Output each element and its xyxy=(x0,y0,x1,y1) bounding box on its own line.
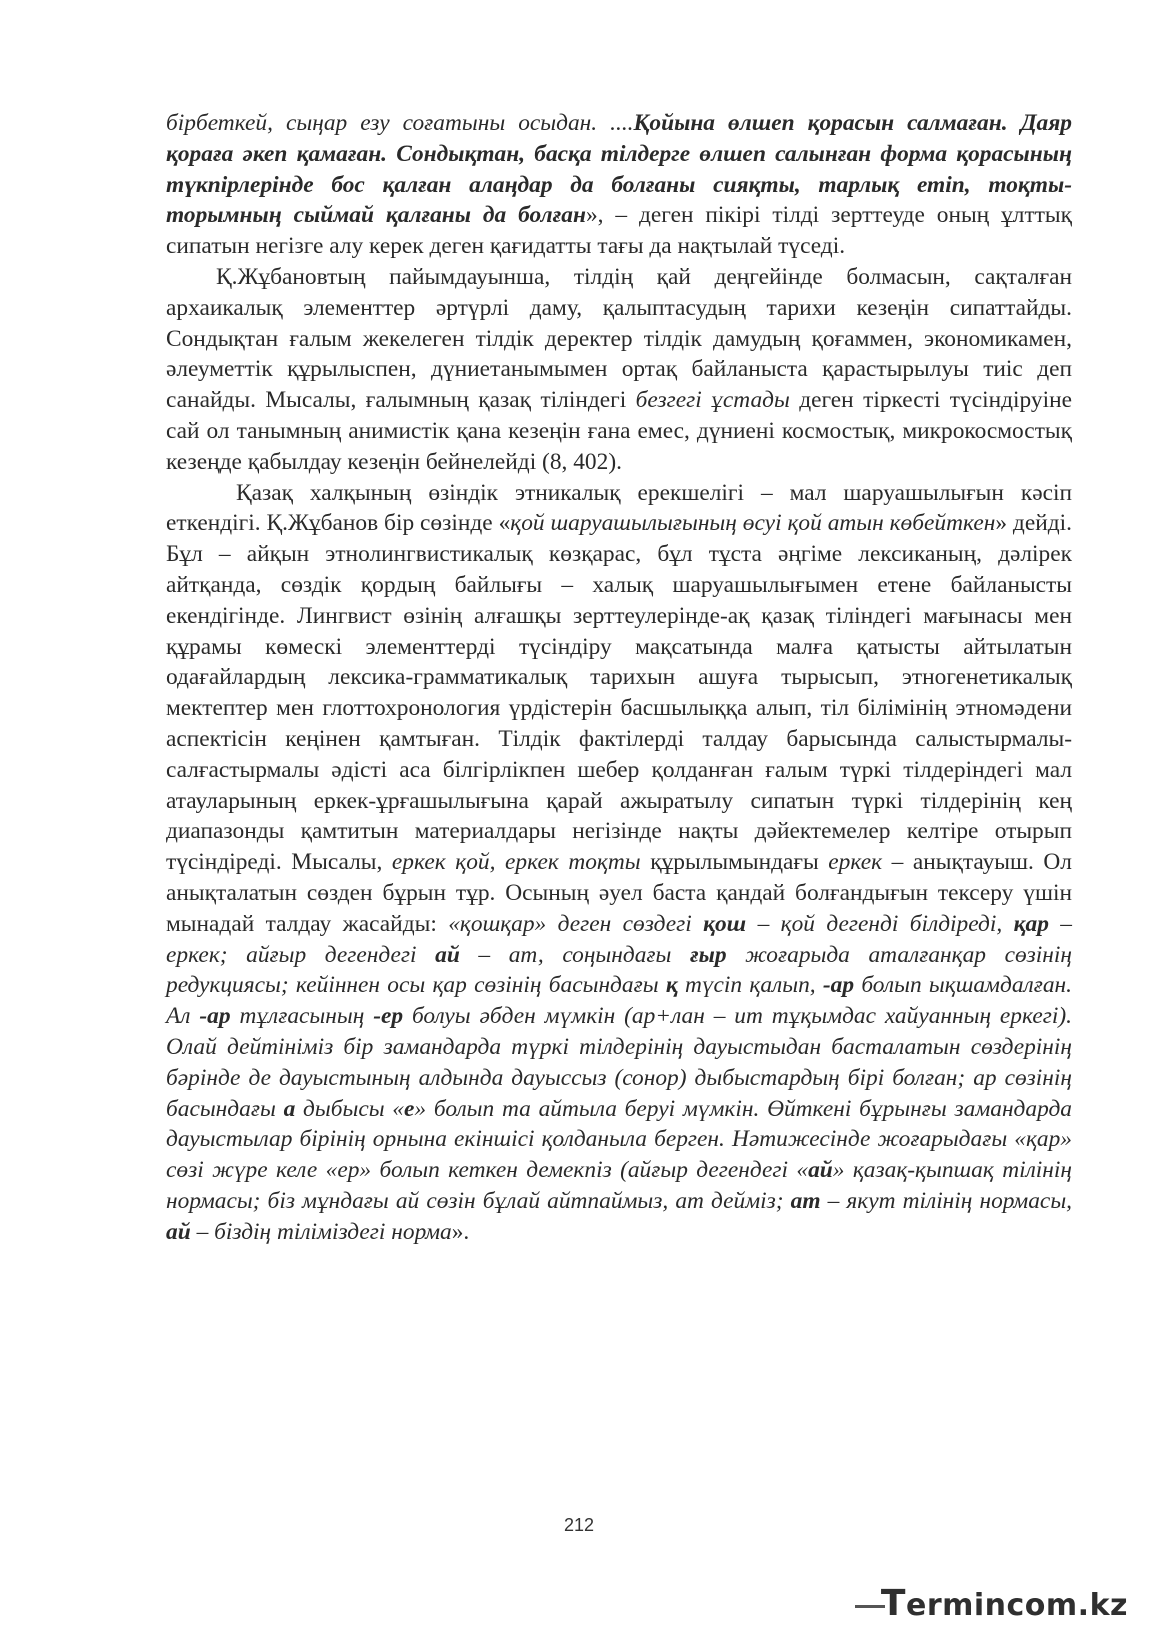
text-span: қ xyxy=(665,972,678,999)
text-span: » болып та айтыла беруі мүмкін. Өйткені бұрынғы замандарда дауыстылар бірінің орнына екіншісі қолданыла берген. Нәтижесінде жоғарыдағы «қар» сөзі жүре келе «ер» болып кеткен демекпіз (айғыр дегендегі « xyxy=(166,1095,1072,1184)
text-span: ай xyxy=(808,1157,833,1184)
text-span: -ар xyxy=(822,972,855,999)
paragraph-3 xyxy=(166,478,1072,1248)
text-span: » дейді. Бұл – айқын этнолингвистикалық көзқарас, бұл тұста әңгіме лексиканың, дәлірек айтқанда, сөздік қордың байлығы – халық шаруашылығымен етене байланысты екендігінде. Лингвист өзінің алғашқы зерттеулерінде-ақ қазақ тіліндегі мағынасы мен құрамы көмескі элементтерді түсіндіру мақсатында малға қатысты айтылатын одағайлардың лексика-грамматикалық тарихын ашуға тырысып, этногенетикалық мектептер мен глоттохронология үрдістерін басшылыққа алып, тіл білімінің этномәдени аспектісін кеңінен қамтыған. Тілдік фактілерді талдау барысында салыстырмалы-салғастырмалы әдісті аса білгірлікпен шебер қолданған ғалым түркі тілдеріндегі мал атауларының еркек-ұрғашылығына қарай ажыратылу сипатын түркі тілдерінің кең диапазонды қамтитын материалдары негізінде нақты дәйектемелер келтіре отырып түсіндіреді. Мысалы, xyxy=(166,510,1072,876)
text-span: жоғарыда аталғанқар сөзінің редукциясы; кейіннен осы қар сөзінің басындағы xyxy=(166,941,1072,999)
text-span: түсіп қалып, xyxy=(677,972,823,999)
text-span: а xyxy=(283,1095,296,1122)
text-span: құрылымындағы xyxy=(640,849,829,876)
page-body xyxy=(166,108,1072,1247)
text-span: – анықтауыш. Ол анықталатын сөзден бұрын тұр. Осының әуел баста қандай болғандығын тексеру үшін мынадай талдау жасайды: xyxy=(166,849,1072,937)
text-span: болып ықшамдалған. Ал xyxy=(166,972,1072,1030)
text-span: », – деген пікірі тілді зерттеуде оның ұлттық сипатын негізге алу керек деген қағидатты тағы да нақтылай түседі. xyxy=(166,202,1072,260)
text-span: ғыр xyxy=(689,941,727,968)
text-span: дыбысы « xyxy=(295,1095,405,1122)
text-span: – біздің тіліміздегі норма xyxy=(190,1218,452,1245)
text-span: тұлғасының xyxy=(230,1003,374,1030)
logo-text: erminc xyxy=(905,1588,1025,1623)
paragraph-1 xyxy=(166,108,1072,262)
logo-letter: o xyxy=(1024,1588,1046,1623)
text-span: ат xyxy=(790,1187,821,1214)
text-span: -ар xyxy=(199,1003,231,1030)
logo-text: m.kz xyxy=(1045,1588,1128,1623)
text-span: – қой дегенді білдіреді, xyxy=(746,910,1014,937)
text-span: «қошқар» деген сөздегі xyxy=(448,910,704,937)
text-span: безгегі ұстады xyxy=(635,387,790,414)
text-span: ай xyxy=(166,1218,191,1245)
paragraph-2 xyxy=(166,262,1072,478)
logo-letter: T xyxy=(880,1583,906,1624)
watermark-logo xyxy=(855,1583,1128,1627)
page-number: 212 xyxy=(563,1515,595,1535)
text-span: деген тіркесті түсіндіруіне сай ол танымның анимистік қана кезеңін ғана емес, дүниені космостық, микрокосмостық кезеңде қабылдау кезеңін бейнелейді (8, 402). xyxy=(166,387,1072,475)
text-span: Қойына өлшеп қорасын салмаған. Даяр қораға әкеп қамаған. Сондықтан, басқа тілдерге өлшеп салынған форма қорасының түкпірлерінде бос қалған алаңдар да болғаны сияқты, тарлық етіп, тоқты-торымның сыймай қалғаны да болған xyxy=(166,110,1072,229)
text-span: ай xyxy=(435,941,460,968)
text-span: » қазақ-қыпшақ тілінің нормасы; біз мұндағы ай сөзін бұлай айтпаймыз, ат дейміз; xyxy=(166,1157,1072,1214)
text-span: – еркек; айғыр дегендегі xyxy=(166,910,1072,968)
text-span: Қазақ халқының өзіндік этникалық ерекшелігі – мал шаруашылығын кәсіп еткендігі. Қ.Жұбанов бір сөзінде « xyxy=(166,479,1072,537)
text-span: – якут тілінің нормасы, xyxy=(820,1187,1073,1214)
text-span: ». xyxy=(451,1218,470,1245)
text-span: қош xyxy=(703,910,747,937)
text-span: болуы әбден мүмкін (ар+лан – ит тұқымдас хайуанның еркегі). Олай дейтініміз бір замандарда түркі тілдерінің дауыстыдан басталатын сөздерінің бәрінде де дауыстының алдында дауыссыз (сонор) дыбыстардың бірі болған; ар сөзінің басындағы xyxy=(166,1003,1073,1122)
text-span: қар xyxy=(1013,910,1049,937)
text-span: Қ.Жұбановтың пайымдауынша, тілдің қай деңгейінде болмасын, сақталған архаикалық элементтер әртүрлі даму, қалыптасудың тарихи кезеңін сипаттайды. Сондықтан ғалым жекелеген тілдік деректер тілдік дамудың қоғаммен, экономикамен, әлеуметтік құрылыспен, дүниетанымымен ортақ байланыста қарастырылуы тиіс деп санайды. Мысалы, ғалымның қазақ тіліндегі xyxy=(166,263,1072,414)
text-span: бірбеткей, сыңар езу соғатыны осыдан. .... xyxy=(166,110,634,136)
text-span: еркек қой, еркек тоқты xyxy=(391,849,641,876)
text-span: е xyxy=(404,1095,415,1122)
text-span: еркек xyxy=(828,849,883,876)
text-span: – ат, соңындағы xyxy=(459,941,690,968)
text-span: -ер xyxy=(373,1003,404,1030)
text-span: қой шаруашылығының өсуі қой атын көбейткен xyxy=(510,510,996,537)
